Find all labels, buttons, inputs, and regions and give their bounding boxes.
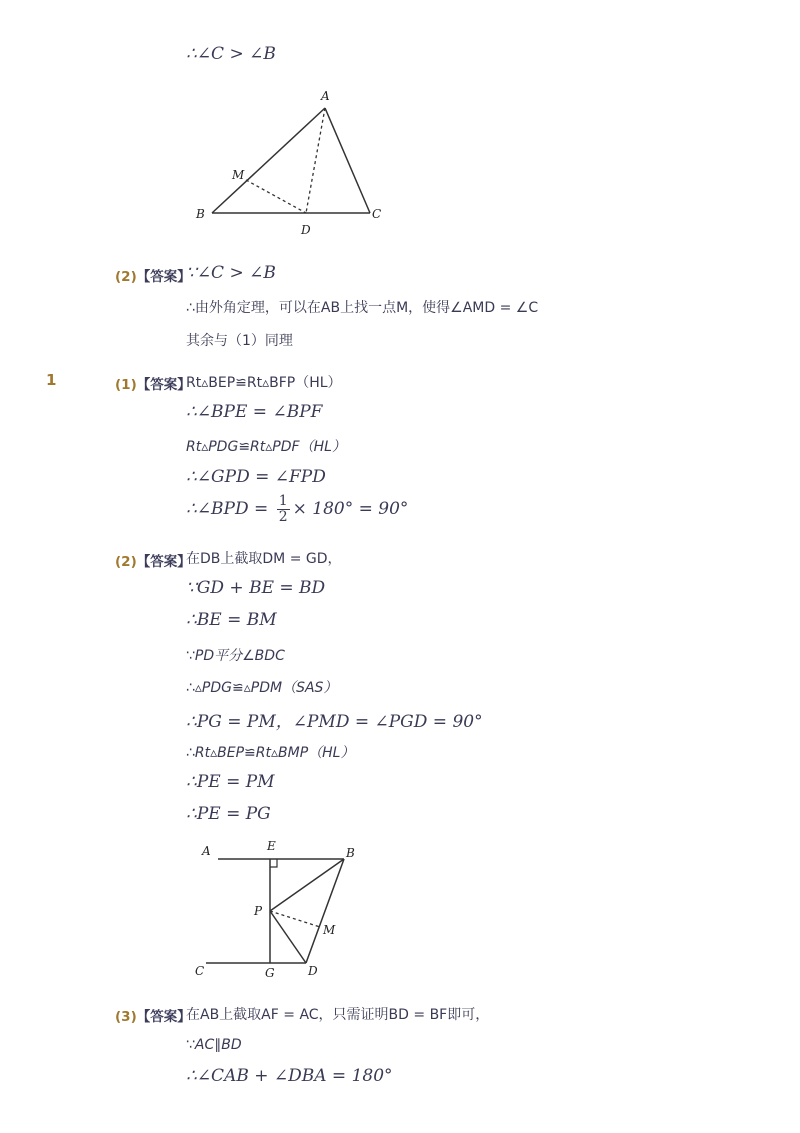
answer-line: ∵∠C > ∠B bbox=[186, 263, 276, 283]
label-B: B bbox=[346, 846, 355, 860]
answer-line: 在DB上截取DM = GD， bbox=[186, 551, 342, 567]
label-B: B bbox=[196, 207, 205, 221]
answer-tag-2a: (2)【答案】 bbox=[115, 269, 191, 285]
label-M: M bbox=[323, 923, 336, 937]
answer-line: ∴由外角定理，可以在AB上找一点M，使得∠AMD = ∠C bbox=[186, 300, 539, 316]
answer-line: ∴Rt▵BEP≌Rt▵BMP（HL） bbox=[186, 745, 355, 761]
label-C: C bbox=[195, 964, 205, 978]
answer-line: ∴∠BPE = ∠BPF bbox=[186, 402, 323, 422]
answer-line: Rt▵BEP≌Rt▵BFP（HL） bbox=[186, 375, 342, 391]
label-E: E bbox=[267, 839, 276, 853]
triangle-figure-1 bbox=[190, 86, 390, 238]
label-D: D bbox=[308, 964, 318, 978]
answer-line: 其余与（1）同理 bbox=[186, 333, 293, 349]
label-M: M bbox=[232, 168, 245, 182]
answer-tag-1: (1)【答案】 bbox=[115, 377, 191, 393]
answer-tag-3: (3)【答案】 bbox=[115, 1009, 191, 1025]
answer-line: ∴PE = PG bbox=[186, 804, 271, 824]
answer-line: ∵AC∥BD bbox=[186, 1037, 242, 1053]
label-A: A bbox=[202, 844, 211, 858]
label-D: D bbox=[301, 223, 311, 237]
conclusion-line: ∴∠C > ∠B bbox=[186, 44, 276, 64]
answer-line: Rt▵PDG≌Rt▵PDF（HL） bbox=[186, 439, 346, 455]
question-number: 1 bbox=[46, 371, 57, 389]
fraction: $\frac{1}{2}$ bbox=[278, 493, 288, 525]
answer-line: ∴∠GPD = ∠FPD bbox=[186, 467, 326, 487]
answer-line: ∵PD平分∠BDC bbox=[186, 648, 285, 664]
label-A: A bbox=[321, 89, 330, 103]
answer-tag-2b: (2)【答案】 bbox=[115, 554, 191, 570]
label-C: C bbox=[372, 207, 382, 221]
answer-line: ∴BE = BM bbox=[186, 610, 277, 630]
answer-line: ∴∠CAB + ∠DBA = 180° bbox=[186, 1066, 393, 1086]
answer-line: ∴▵PDG≌▵PDM（SAS） bbox=[186, 680, 338, 696]
answer-line: ∴PG = PM，∠PMD = ∠PGD = 90° bbox=[186, 712, 483, 732]
parallel-lines-figure-2 bbox=[190, 836, 370, 984]
answer-line: ∵GD + BE = BD bbox=[186, 578, 326, 598]
answer-line: 在AB上截取AF = AC，只需证明BD = BF即可， bbox=[186, 1007, 490, 1023]
label-G: G bbox=[265, 966, 275, 980]
answer-line-fraction: ∴∠BPD = $\frac{1}{2}$ × 180° = 90° bbox=[186, 493, 409, 525]
label-P: P bbox=[254, 904, 263, 918]
answer-line: ∴PE = PM bbox=[186, 772, 275, 792]
